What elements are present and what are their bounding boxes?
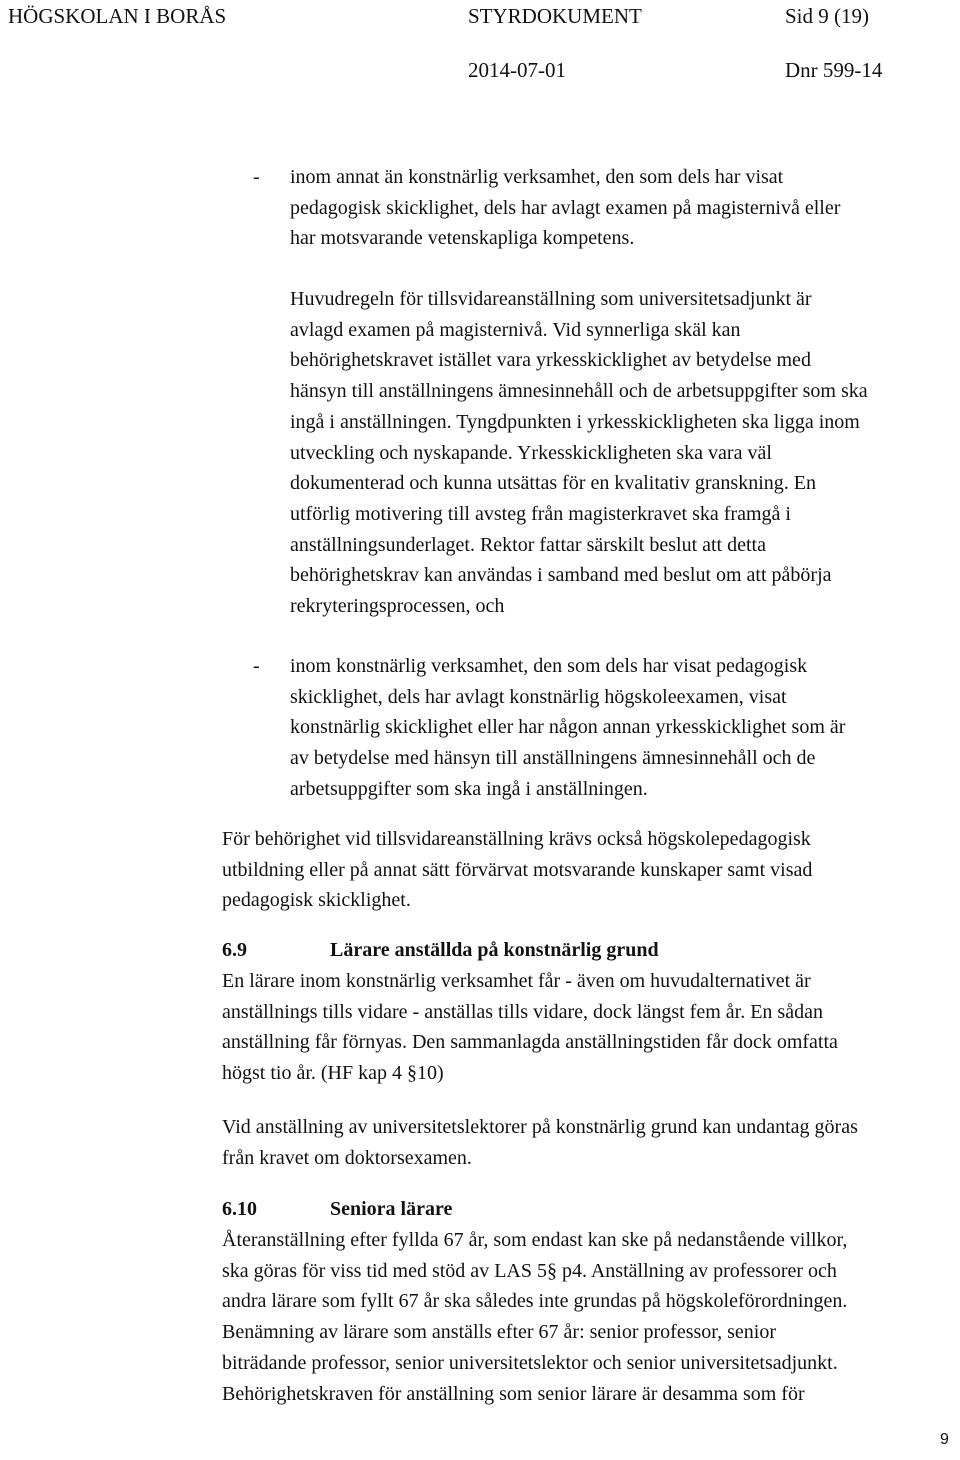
list-item-text — [290, 162, 958, 254]
text-line: Huvudregeln för tillsvidareanställning som universitetsadjunkt är — [290, 288, 812, 310]
text-line: skicklighet, dels har avlagt konstnärlig högskoleexamen, visat — [290, 685, 787, 708]
header-date: 2014-07-01 — [468, 58, 566, 82]
text-line: dokumenterad och kunna utsättas för en kvalitativ granskning. En — [290, 472, 816, 495]
text-line: hänsyn till anställningens ämnesinnehåll och de arbetsuppgifter som ska — [290, 380, 868, 403]
text-line: En lärare inom konstnärlig verksamhet får - även om huvudalternativet är — [222, 970, 811, 992]
list-bullet-dash: - — [253, 655, 260, 677]
list-bullet-dash: - — [253, 166, 260, 188]
text-line: Benämning av lärare som anställs efter 67 år: senior professor, senior — [222, 1321, 777, 1344]
text-line: pedagogisk skicklighet. — [222, 889, 411, 912]
section-number: 6.10 — [222, 1198, 257, 1220]
page-number: 9 — [940, 1431, 949, 1448]
text-line: inom annat än konstnärlig verksamhet, den som dels har visat — [290, 166, 784, 188]
section-number: 6.9 — [222, 939, 247, 961]
list-item-text — [290, 651, 958, 805]
text-line: arbetsuppgifter som ska ingå i anställningen. — [290, 777, 648, 800]
text-line: konstnärlig skicklighet eller har någon annan yrkesskicklighet som är — [290, 716, 846, 739]
paragraph-main — [290, 284, 958, 622]
text-line: högst tio år. (HF kap 4 §10) — [222, 1062, 444, 1085]
text-line: ingå i anställningen. Tyngdpunkten i yrkesskickligheten ska ligga inom — [290, 410, 860, 433]
text-line: anställning får förnyas. Den sammanlagda anställningstiden får dock omfatta — [222, 1031, 838, 1054]
section-paragraph — [222, 1112, 958, 1173]
text-line: behörighetskravet istället vara yrkesskicklighet av betydelse med — [290, 349, 811, 372]
text-line: anställnings tills vidare - anställas tills vidare, dock längst fem år. En sådan — [222, 1000, 823, 1023]
text-line: utförlig motivering till avsteg från magisterkravet ska framgå i — [290, 502, 791, 525]
section-paragraph — [222, 966, 958, 1089]
text-line: avlagd examen på magisternivå. Vid synnerliga skäl kan — [290, 318, 741, 341]
text-line: från kravet om doktorsexamen. — [222, 1146, 472, 1169]
text-line: biträdande professor, senior universitetslektor och senior universitetsadjunkt. — [222, 1351, 838, 1374]
section-paragraph — [222, 1225, 958, 1409]
header-institution: HÖGSKOLAN I BORÅS — [8, 4, 227, 28]
text-line: inom konstnärlig verksamhet, den som dels har visat pedagogisk — [290, 655, 808, 677]
text-line: andra lärare som fyllt 67 år ska således inte grundas på högskoleförordningen. — [222, 1290, 848, 1313]
paragraph-pedagogy — [222, 824, 958, 916]
text-line: pedagogisk skicklighet, dels har avlagt examen på magisternivå eller — [290, 196, 841, 219]
header-dnr: Dnr 599-14 — [785, 58, 883, 82]
text-line: anställningsunderlaget. Rektor fattar särskilt beslut att detta — [290, 533, 766, 556]
section-title: Lärare anställda på konstnärlig grund — [330, 939, 659, 961]
text-line: utveckling och nyskapande. Yrkesskickligheten ska vara väl — [290, 441, 772, 464]
text-line: ska göras för viss tid med stöd av LAS 5§ p4. Anställning av professorer och — [222, 1259, 837, 1282]
header-page-count: Sid 9 (19) — [785, 4, 869, 28]
header-doc-type: STYRDOKUMENT — [468, 4, 642, 28]
text-line: har motsvarande vetenskapliga kompetens. — [290, 227, 635, 250]
section-title: Seniora lärare — [330, 1198, 453, 1220]
text-line: rekryteringsprocessen, och — [290, 595, 505, 618]
text-line: behörighetskrav kan användas i samband med beslut om att påbörja — [290, 564, 832, 587]
text-line: Behörighetskraven för anställning som senior lärare är desamma som för — [222, 1382, 805, 1405]
text-line: utbildning eller på annat sätt förvärvat motsvarande kunskaper samt visad — [222, 858, 813, 881]
text-line: av betydelse med hänsyn till anställningens ämnesinnehåll och de — [290, 747, 816, 770]
text-line: Vid anställning av universitetslektorer på konstnärlig grund kan undantag göras — [222, 1116, 858, 1138]
text-line: För behörighet vid tillsvidareanställning krävs också högskolepedagogisk — [222, 828, 811, 850]
text-line: Återanställning efter fyllda 67 år, som endast kan ske på nedanstående villkor, — [222, 1229, 848, 1251]
